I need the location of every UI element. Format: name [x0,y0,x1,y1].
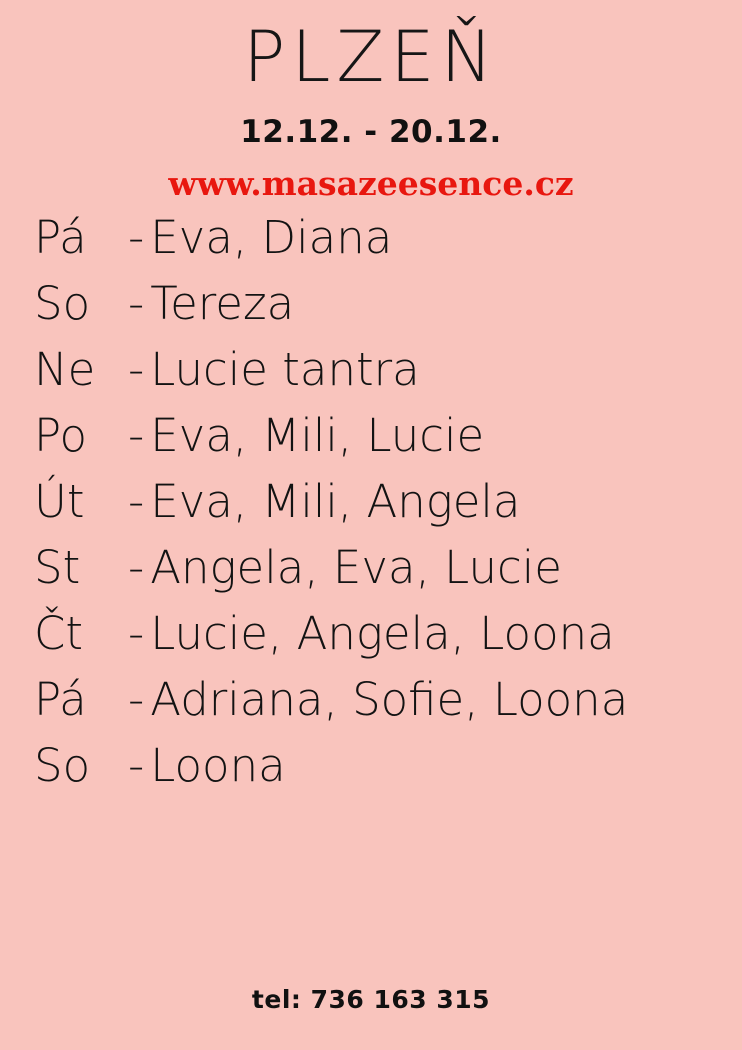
list-item [34,343,718,396]
list-item [34,541,718,594]
day-label: Čt [34,607,84,660]
separator: - [128,277,145,330]
list-item [34,475,718,528]
names-label: Tereza [150,277,295,330]
schedule-list [0,211,742,792]
names-label: Adriana, Sofie, Loona [150,673,629,726]
separator: - [128,475,145,528]
list-item [34,211,718,264]
separator: - [128,607,145,660]
website-link[interactable]: www.masazeesence.cz [168,164,574,203]
names-label: Eva, Mili, Angela [150,475,521,528]
day-label: St [34,541,81,594]
separator: - [128,541,145,594]
list-item [34,607,718,660]
names-label: Lucie tantra [150,343,420,396]
separator: - [128,739,145,792]
day-label: Ne [34,343,96,396]
phone-number[interactable]: tel: 736 163 315 [251,985,491,1014]
names-label: Angela, Eva, Lucie [150,541,562,594]
names-label: Eva, Mili, Lucie [150,409,485,462]
day-label: Út [34,475,85,528]
names-label: Eva, Diana [150,211,393,264]
day-label: Pá [34,211,87,264]
separator: - [128,211,145,264]
page-title: PLZEŇ [243,16,499,98]
list-item [34,409,718,462]
separator: - [128,409,145,462]
date-range: 12.12. - 20.12. [240,114,502,150]
day-label: Po [34,409,88,462]
list-item [34,739,718,792]
names-label: Loona [150,739,286,792]
day-label: So [34,739,91,792]
list-item [34,277,718,330]
names-label: Lucie, Angela, Loona [150,607,615,660]
day-label: Pá [34,673,87,726]
separator: - [128,343,145,396]
separator: - [128,673,145,726]
day-label: So [34,277,91,330]
list-item [34,673,718,726]
